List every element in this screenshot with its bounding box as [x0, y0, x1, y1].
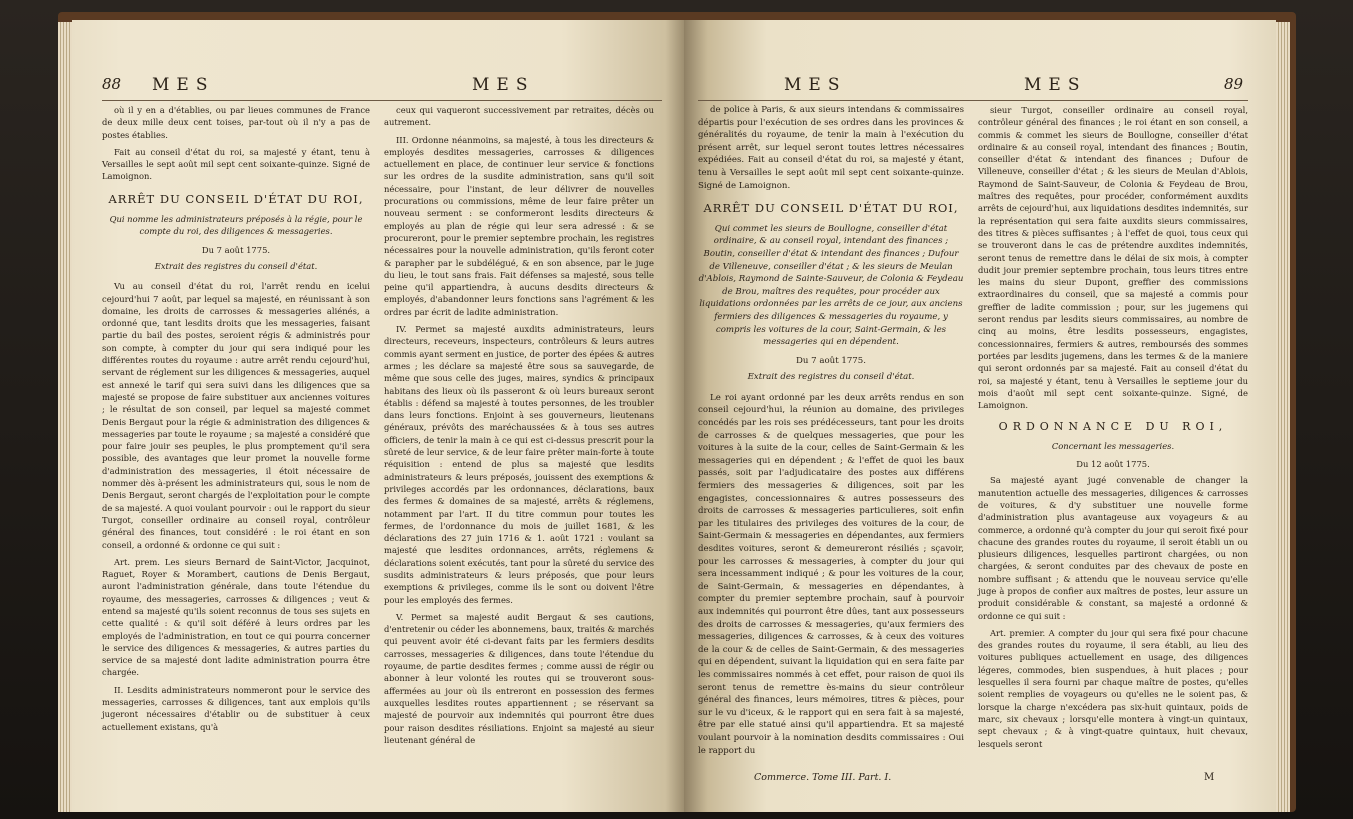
- right-column-1: [698, 104, 964, 762]
- page-footer: Commerce. Tome III. Part. I.: [754, 772, 892, 783]
- subtitle-text: Qui nomme les administrateurs préposés à la régie, pour le compte du roi, des diligences & messageries.: [109, 214, 363, 237]
- left-column-2: [384, 104, 654, 751]
- date-text: Du 12 août 1775.: [1076, 459, 1150, 470]
- page-number-right: 89: [1224, 75, 1244, 93]
- paragraph: Art. premier. A compter du jour qui sera fixé pour chacune des grandes routes du royaume, il sera établi, au lieu des voitures publiques actuellement en usage, des diligences légeres, commodes, bien suspendues, à huit places ; pour lesquelles il sera fourni par chaque maître de postes, qu'elles soient remplies de voyageurs ou qu'elles ne le soient pas, & lorsque la charge n'excédera pas six-huit quintaux, poids de marc, six chevaux ; lorsqu'elle montera à vingt-un quintaux, sept chevaux ; & à vingt-quatre quintaux, huit chevaux, lesquels seront: [978, 627, 1248, 749]
- paragraph: où il y en a d'établies, ou par lieues communes de France de deux mille deux cent toises, par-tout où il n'y a pas de postes établies.: [102, 105, 370, 140]
- date-text: Du 7 août 1775.: [201, 244, 271, 255]
- date-text: Du 7 août 1775.: [796, 355, 866, 366]
- paragraph: IV. Permet sa majesté auxdits administrateurs, leurs directeurs, receveurs, inspecteurs, contrôleurs & leurs autres commis ayant serment en justice, de porter des épées & autres armes ; les déclare sa majesté être sous sa sauvegarde, de même que sous celle des juges, maires, syndics & principaux habitans des lieux où ils passeront & où leurs bureaux seront établis : défend sa majesté à toutes personnes, de les troubler dans leurs fonctions. Enjoint à ses gouverneurs, lieutenans généraux, prévôts des maréchaussées & à tous ses autres officiers, de tenir la main à ce qui est ci-dessus prescrit pour la sûreté de leur service, & de leur faire prêter main-forte à toute réquisition : entend de plus sa majesté que lesdits administrateurs & leurs préposés, jouissent des exemptions & privileges accordés par les ordonnances, déclarations, baux des fermes & domaines de sa majesté, arrêts & réglemens, notamment par l'art. II du titre commun pour toutes les fermes, de l'ordonnance du mois de juillet 1681, & les déclarations des 27 juin 1716 & 1. août 1721 : voulant sa majesté que lesdites ordonnances, arrêts, réglemens & déclarations soient exécutés, tant pour la sûreté du service des susdits administrateurs & leurs préposés, que pour leurs exemptions & privileges, comme ils le sont ou doivent l'être pour les employés des fermes.: [384, 324, 654, 605]
- running-head-left: MES: [152, 75, 215, 95]
- right-column-2: [978, 104, 1248, 755]
- paragraph: Sa majesté ayant jugé convenable de changer la manutention actuelle des messageries, diligences & carrosses de voitures, & d'y substituer une nouvelle forme d'administration plus avantageuse aux voyageurs & au commerce, a ordonné qu'à compter du jour qui seroit fixé pour chacune des grandes routes du royaume, il seroit établi un ou plusieurs diligences, lesquelles partiront chargées, ou non chargées, & seront conduites par des chevaux de poste en nombre suffisant ; & attendu que le nouveau service qu'elle juge à propos de confier aux maîtres de postes, leur assure un produit considérable & constant, sa majesté a ordonné & ordonne ce qui suit :: [978, 475, 1248, 621]
- signature-mark: M: [1204, 772, 1215, 783]
- title-text: ARRÊT DU CONSEIL D'ÉTAT DU ROI,: [703, 201, 959, 216]
- paragraph: Fait au conseil d'état du roi, sa majesté y étant, tenu à Versailles le sept août mil sept cent soixante-quinze. Signé de Lamoignon.: [102, 146, 370, 182]
- running-head-right-1: MES: [784, 75, 847, 95]
- page-block-left: [58, 22, 72, 812]
- subtitle-text: Concernant les messageries.: [1051, 440, 1175, 451]
- left-page: [72, 20, 684, 812]
- ordo-text: ORDONNANCE DU ROI,: [998, 420, 1228, 434]
- paragraph: de police à Paris, & aux sieurs intendans & commissaires départis pour l'exécution de ses ordres dans les provinces & généralités du royaume, de tenir la main à l'exécution du présent arrêt, sur lequel seront toutes lettres nécessaires expédiées. Fait au conseil d'état du roi, sa majesté y étant, tenu à Versailles le sept août mil sept cent soixante-quinze. Signé de Lamoignon.: [698, 105, 964, 191]
- paragraph: Art. prem. Les sieurs Bernard de Saint-Victor, Jacquinot, Raguet, Royer & Morambert, cautions de Denis Bergaut, auront l'administration générale, dans toute l'étendue du royaume, des messageries, carrosses & diligences ; veut & entend sa majesté qu'ils soient reconnus de tous ses sujets en cette qualité : & qu'il soit déféré à leurs ordres par les employés de l'administration, en tout ce qui pourra concerner le service des diligences & messageries, & autres parties du service de sa majesté dont ladite administration pourra être chargée.: [102, 556, 370, 678]
- left-column-1: [102, 104, 370, 738]
- paragraph: Le roi ayant ordonné par les deux arrêts rendus en son conseil cejourd'hui, la réunion au domaine, des privileges concédés par les rois ses prédécesseurs, tant pour les droits de carrosses & de quelques messageries, que pour les voitures à la suite de la cour, celles de Saint-Germain & les messageries qui en dépendent ; & l'effet de quoi les baux passés, soit par l'adjudicataire des postes aux différens fermiers des messageries & diligences, soit par les engagistes, concessionnaires & autres possesseurs des droits de carrosses & messageries particulieres, soit enfin par les titulaires des privileges des voitures de la cour, de Saint-Germain & messageries en dépendantes, aux fermiers desdites voitures, seront & demeureront résiliés ; sçavoir, pour les carrosses & messageries, à compter du jour qui sera incessamment indiqué ; & pour les voitures de la cour, de Saint-Germain, & messageries en dépendantes, à compter du premier septembre prochain, sauf à pourvoir aux indemnités qui pourront être dûes, tant aux possesseurs des droits de carrosses & messageries, qu'aux fermiers des messageries, diligences & carrosses, & à ceux des voitures de la cour & de celles de Saint-Germain, & des messageries qui en dépendent, suivant la liquidation qui en sera faite par les commissaires nommés à cet effet, pour raison de quoi ils seront tenus de remettre ès-mains du sieur contrôleur général des finances, leurs mémoires, titres & pièces, pour sur le vu d'iceux, & le rapport qui en sera fait à sa majesté, être par elle statué ainsi qu'il appartiendra. Et sa majesté voulant pourvoir à la nomination desdits commissaires : Oui le rapport du: [698, 392, 964, 756]
- paragraph: V. Permet sa majesté audit Bergaut & ses cautions, d'entretenir ou céder les abonnemens, baux, traités & marchés qui peuvent avoir été ci-devant faits par les fermiers desdits carrosses, messageries & diligences, dans toute l'étendue du royaume, de partie desdites fermes ; comme aussi de régir ou abonner à leur volonté les routes qui se trouveront sous-affermées au jour où ils entreront en possession des fermes auxquelles lesdites routes appartiennent ; se réservant sa majesté de pourvoir aux indemnités qui pourront être dues pour raison desdites résiliations. Enjoint sa majesté au sieur lieutenant général de: [384, 611, 654, 745]
- subtitle-text: Qui commet les sieurs de Boullogne, conseiller d'état ordinaire, & au conseil royal, intendant des finances ; Boutin, conseiller d'état & intendant des finances ; Dufour de Villeneuve, conseiller d'état ; & les sieurs de Meulan d'Ablois, Raymond de Sainte-Sauveur, de Colonia & Feydeau de Brou, maîtres des requêtes, pour procéder aux liquidations ordonnées par les arrêts de ce jour, aux anciens fermiers des diligences & messageries du royaume, y compris les voitures de la cour, Saint-Germain, & les messageries qui en dépendent.: [698, 223, 964, 348]
- running-head-right-2: MES: [1024, 75, 1087, 95]
- page-block-right: [1276, 22, 1290, 812]
- paragraph: ceux qui vaqueront successivement par retraites, décès ou autrement.: [384, 105, 654, 128]
- title-text: ARRÊT DU CONSEIL D'ÉTAT DU ROI,: [108, 191, 364, 206]
- header-rule-right: [698, 100, 1248, 101]
- paragraph: sieur Turgot, conseiller ordinaire au conseil royal, contrôleur général des finances ; le roi étant en son conseil, a commis & commet les sieurs de Boullogne, conseiller d'état ordinaire & au conseil royal, intendant des finances ; Boutin, conseiller d'état & intendant des finances ; Dufour de Villeneuve, conseiller d'état ; & les sieurs de Meulan d'Ablois, Raymond de Saint-Sauveur, de Colonia & Feydeau de Brou, maîtres des requêtes, pour procéder, conformément auxdits arrêts de cejourd'hui, aux liquidations desdites indemnités, sur la représentation qui sera faite auxdits sieurs commissaires, des titres & pièces suffisantes ; à l'effet de quoi, tous ceux qui se trouveront dans le cas de prétendre auxdites indemnités, seront tenus de remettre dans le délai de six mois, à compter dudit jour premier septembre prochain, tous leurs titres entre les mains du sieur Dupont, greffier des commissions extraordinaires du conseil, que sa majesté a commis pour greffier de ladite commission ; pour, sur les jugemens qui seront rendus par lesdits sieurs commissaires, au nombre de cinq au moins, être lesdits possesseurs, engagistes, concessionnaires, fermiers & autres, remboursés des sommes portées par lesdits jugemens, dans les termes & de la maniere qui seront ordonnés par sa majesté. Fait au conseil d'état du roi, sa majesté y étant, tenu à Versailles le septieme jour du mois d'août mil sept cent soixante-quinze. Signé, de Lamoignon.: [978, 105, 1248, 411]
- running-head-left-2: MES: [472, 75, 535, 95]
- extrait-text: Extrait des registres du conseil d'état.: [747, 372, 915, 383]
- extrait-text: Extrait des registres du conseil d'état.: [154, 260, 318, 271]
- paragraph: III. Ordonne néanmoins, sa majesté, à tous les directeurs & employés desdites messageries, carrosses & diligences actuellement en place, de continuer leur service & fonctions sur les ordres de la susdite administration, sans qu'il soit nécessaire, pour l'instant, de leur délivrer de nouvelles procurations ou commissions, même de leur faire prêter un nouveau serment : se conformeront lesdits directeurs & employés au plan de régie qui leur sera adressé : & se procureront, pour le premier septembre prochain, les registres nécessaires pour la nouvelle administration, qu'ils feront coter & parapher par le subdélégué, & en son absence, par le juge du lieu, le tout sans frais. Fait défenses sa majesté, sous telle peine qu'il appartiendra, à aucuns desdits directeurs & employés, d'abandonner leurs fonctions sans l'agrément & les ordres par écrit de ladite administration.: [384, 134, 654, 317]
- page-number-left: 88: [102, 75, 122, 93]
- right-page: [684, 20, 1276, 812]
- paragraph: II. Lesdits administrateurs nommeront pour le service des messageries, carrosses & diligences, tant aux emplois qu'ils jugeront nécessaires d'établir ou de substituer à ceux actuellement existans, qu'à: [102, 684, 370, 732]
- header-rule-left: [102, 100, 662, 101]
- paragraph: Vu au conseil d'état du roi, l'arrêt rendu en icelui cejourd'hui 7 août, par lequel sa majesté, en réunissant à son domaine, les droits de carrosses & messageries aliénés, a ordonné que, tant lesdits droits que les messageries, faisant partie du bail des postes, seroient régis & administrés pour son compte, à compter du jour qui sera indiqué pour les différentes routes du royaume : autre arrêt rendu cejourd'hui, servant de réglement sur les diligences & messageries, auquel est annexé le tarif qui sera suivi dans les diligences que sa majesté se propose de faire substituer aux anciennes voitures ; le résultat de son conseil, par lequel sa majesté commet Denis Bergaut pour la régie & administration des diligences & messageries par toute le royaume ; sa majesté a considéré que pour faire jouir ses peuples, le plus promptement qu'il sera possible, des avantages que leur promet la nouvelle forme d'administration des messageries, il étoit nécessaire de nommer dès à-présent les administrateurs qui, sous le nom de Denis Bergaut, seront chargés de l'exploitation pour le compte de sa majesté. A quoi voulant pourvoir : oui le rapport du sieur Turgot, conseiller ordinaire au conseil royal, contrôleur général des finances, tout considéré : le roi étant en son conseil, a ordonné & ordonne ce qui suit :: [102, 281, 370, 550]
